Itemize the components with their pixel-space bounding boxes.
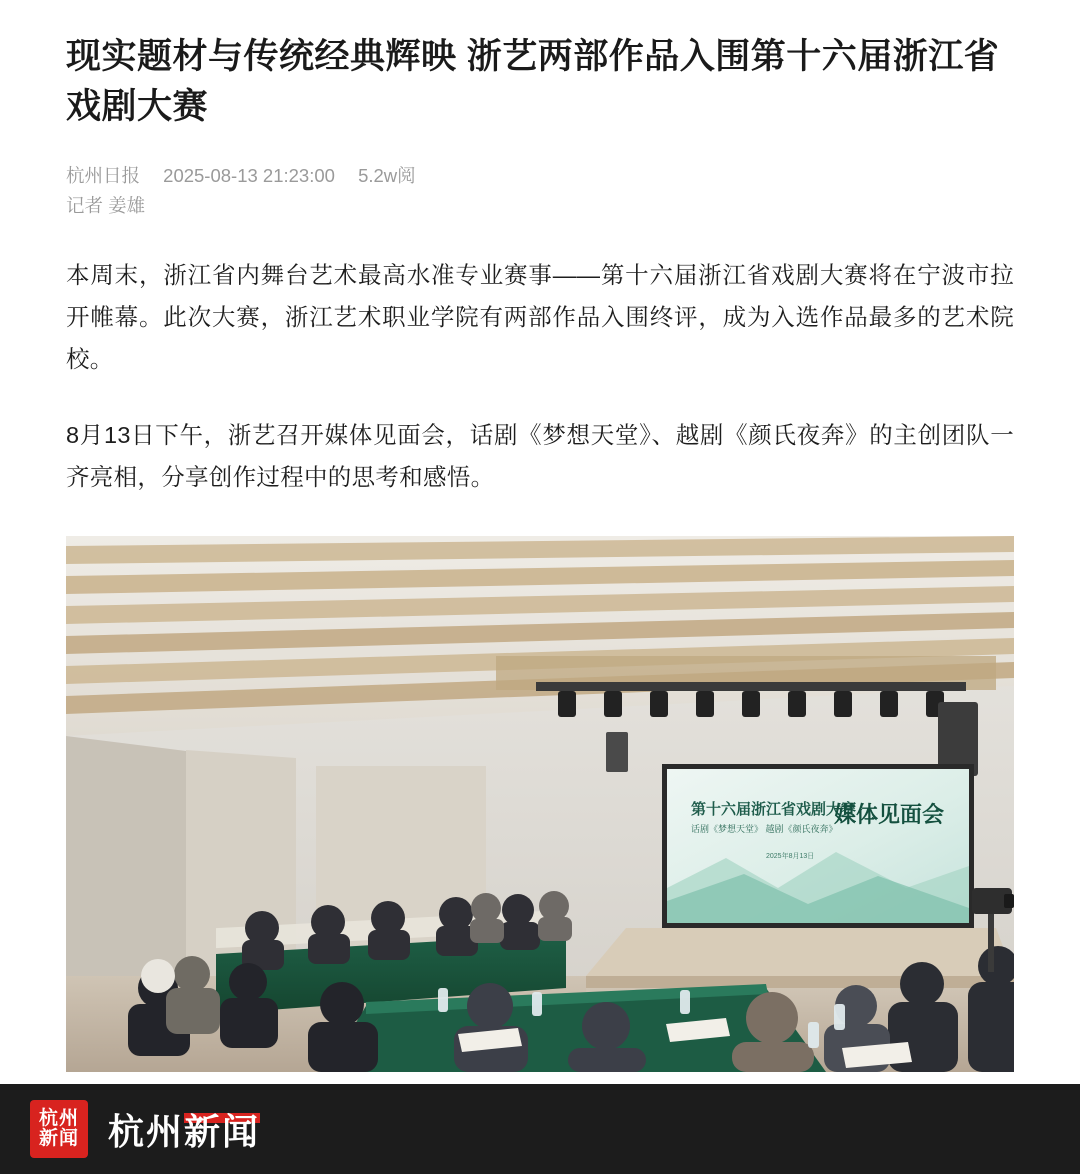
brand-logo-badge xyxy=(30,1100,88,1158)
photo-illustration xyxy=(66,536,1014,1072)
svg-text:2025年8月13日: 2025年8月13日 xyxy=(766,853,815,861)
article-timestamp: 2025-08-13 21:23:00 xyxy=(163,165,335,187)
svg-text:话剧《梦想天堂》 越剧《颜氏夜奔》: 话剧《梦想天堂》 越剧《颜氏夜奔》 xyxy=(691,824,838,835)
article-paragraph: 8月13日下午，浙艺召开媒体见面会，话剧《梦想天堂》、越剧《颜氏夜奔》的主创团队一齐亮相，分享创作过程中的思考和感悟。 xyxy=(66,421,1014,490)
article-source: 杭州日报 xyxy=(66,165,141,187)
brand-badge-line1: 杭州 xyxy=(38,1108,79,1130)
article-photo xyxy=(66,536,1014,1072)
brand-footer xyxy=(0,1084,1080,1174)
article-read-count: 5.2w阅 xyxy=(358,165,416,187)
brand-wordmark-highlight: 新闻 xyxy=(184,1110,261,1152)
svg-text:媒体见面会: 媒体见面会 xyxy=(834,802,945,828)
brand-wordmark-prefix: 杭州 xyxy=(108,1110,185,1152)
page-title: 现实题材与传统经典辉映 浙艺两部作品入围第十六届浙江省戏剧大赛 xyxy=(66,37,1000,126)
brand-wordmark xyxy=(108,1104,260,1155)
article-reporter: 记者 姜雄 xyxy=(66,195,146,217)
article-meta xyxy=(66,161,1014,221)
svg-text:第十六届浙江省戏剧大赛: 第十六届浙江省戏剧大赛 xyxy=(691,801,857,819)
article-paragraph: 本周末，浙江省内舞台艺术最高水准专业赛事——第十六届浙江省戏剧大赛将在宁波市拉开帷幕。此次大赛，浙江艺术职业学院有两部作品入围终评，成为入选作品最多的艺术院校。 xyxy=(66,262,1014,372)
brand-badge-line2: 新闻 xyxy=(38,1128,79,1149)
